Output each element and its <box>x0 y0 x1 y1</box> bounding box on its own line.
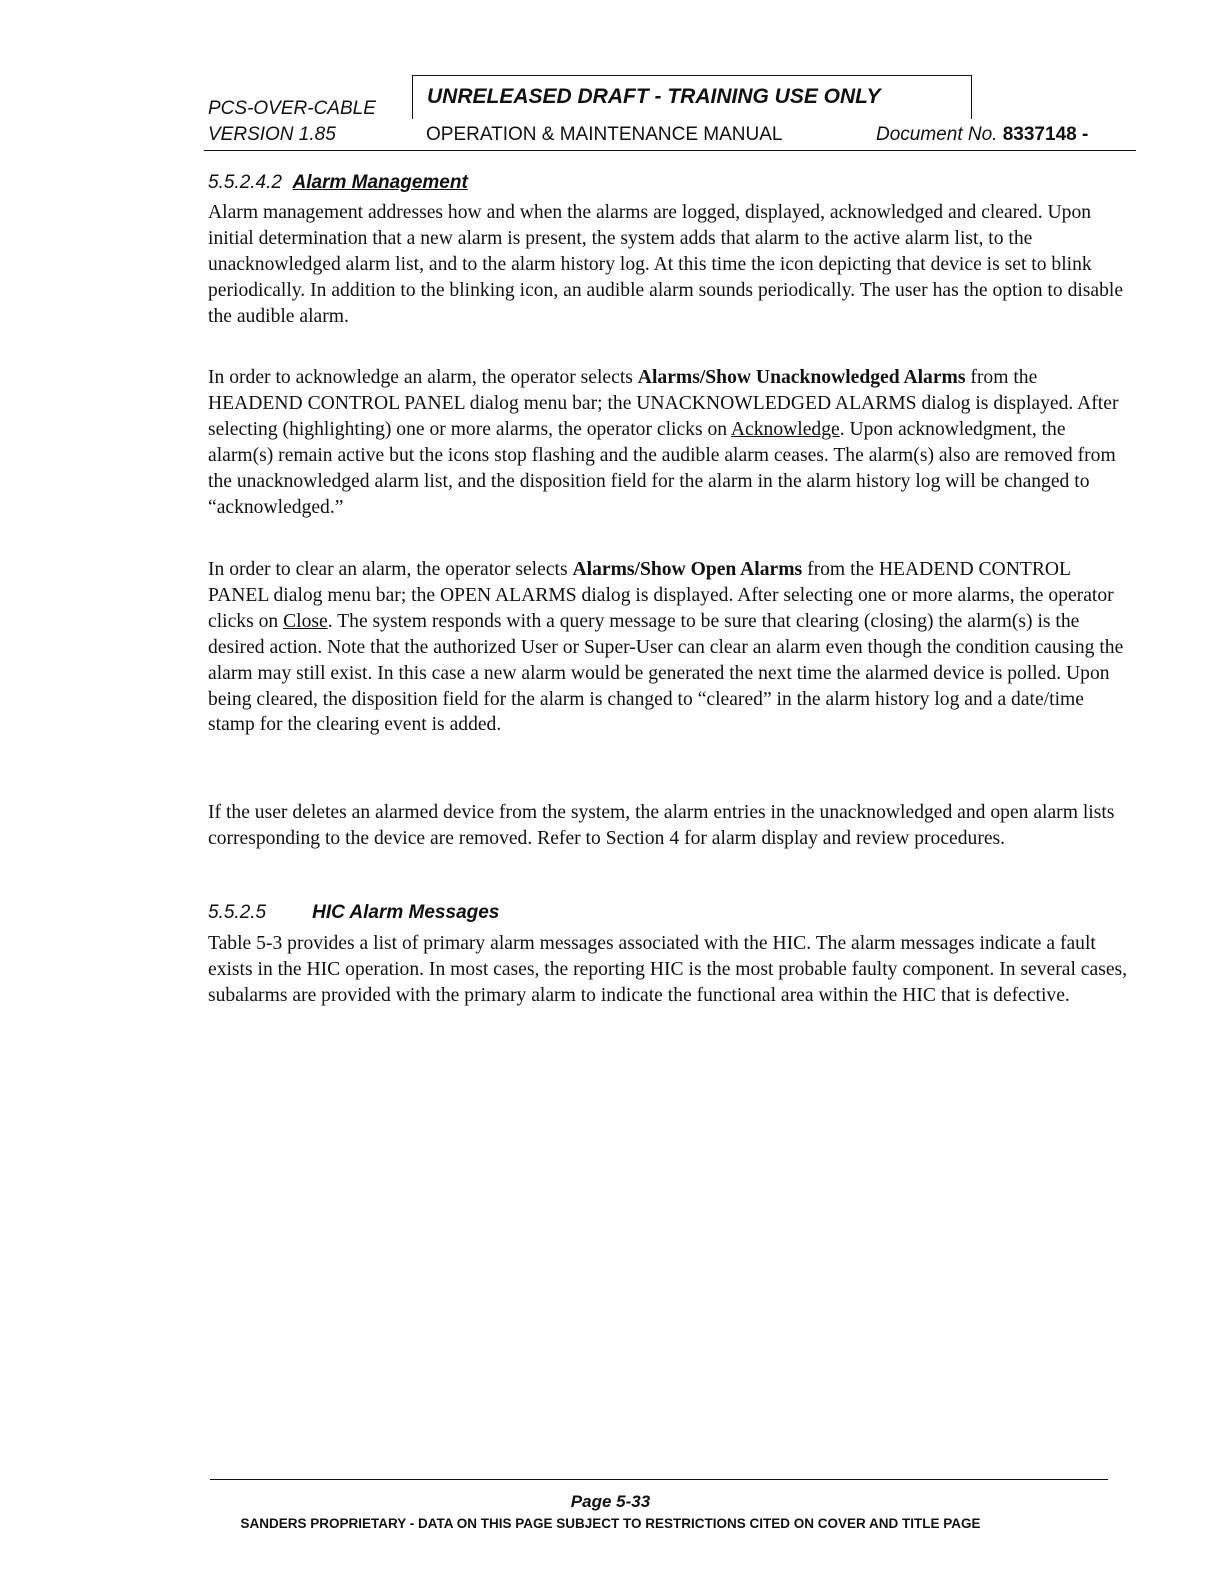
close-reference: Close <box>283 610 328 632</box>
acknowledge-reference: Acknowledge <box>730 418 840 440</box>
paragraph: If the user deletes an alarmed device from the system, the alarm entries in the unacknowledged and open alarm lists corresponding to the device are removed. Refer to Section 4 for alarm display and review procedures. <box>208 802 1115 849</box>
header-rule <box>204 150 1136 151</box>
paragraph: Alarm management addresses how and when the alarms are logged, displayed, acknowledged and cleared. Upon initial determination that a new alarm is present, the system adds that alarm to the active alarm list, to the unacknowledged alarm list, and to the alarm history log. At this time the icon depicting that device is set to blink periodically. In addition to the blinking icon, an audible alarm sounds periodically. The user has the option to disable the audible alarm. <box>208 202 1124 327</box>
product-name: PCS-OVER-CABLE <box>208 98 376 119</box>
page-number: Page 5-33 <box>570 1492 651 1511</box>
proprietary-notice: SANDERS PROPRIETARY - DATA ON THIS PAGE SUBJECT TO RESTRICTIONS CITED ON COVER AND TITLE PAGE <box>240 1516 981 1531</box>
section-heading-alarm-management <box>208 172 468 194</box>
menu-path-unacknowledged: Alarms/Show Unacknowledged Alarms <box>637 367 966 388</box>
draft-banner <box>412 75 972 119</box>
document-number-value: 8337148 - <box>1002 124 1089 145</box>
section-title: HIC Alarm Messages <box>312 902 500 923</box>
version-label: VERSION 1.85 <box>208 124 336 145</box>
menu-path-open-alarms: Alarms/Show Open Alarms <box>572 559 803 580</box>
section-number: 5.5.2.5 <box>208 902 267 923</box>
manual-title: OPERATION & MAINTENANCE MANUAL <box>426 124 783 145</box>
section-heading-hic-alarm-messages <box>208 902 499 924</box>
paragraph: In order to clear an alarm, the operator selects Alarms/Show Open Alarms from the HEADEND CONTROL PANEL dialog menu bar; the OPEN ALARMS dialog is displayed. After selecting one or more alarms, the operator clicks on Close. The system responds with a query message to be sure that clearing (closing) the alarm(s) is the desired action. Note that the authorized User or Super-User can clear an alarm even though the condition causing the alarm may still exist. In this case a new alarm would be generated the next time the alarmed device is polled. Upon being cleared, the disposition field for the alarm is changed to “cleared” in the alarm history log and a date/time stamp for the clearing event is added. <box>208 559 1124 736</box>
document-number-label: Document No. <box>876 124 998 145</box>
footer-rule <box>210 1479 1108 1480</box>
paragraph: In order to acknowledge an alarm, the operator selects Alarms/Show Unacknowledged Alarms from the HEADEND CONTROL PANEL dialog menu bar; the UNACKNOWLEDGED ALARMS dialog is displayed. After selecting (highlighting) one or more alarms, the operator clicks on Acknowledge. Upon acknowledgment, the alarm(s) remain active but the icons stop flashing and the audible alarm ceases. The alarm(s) also are removed from the unacknowledged alarm list, and the disposition field for the alarm in the alarm history log will be changed to “acknowledged.” <box>208 367 1119 518</box>
section-title: Alarm Management <box>292 172 468 193</box>
paragraph: Table 5-3 provides a list of primary alarm messages associated with the HIC. The alarm messages indicate a fault exists in the HIC operation. In most cases, the reporting HIC is the most probable faulty component. In several cases, subalarms are provided with the primary alarm to indicate the functional area within the HIC that is defective. <box>208 933 1128 1006</box>
draft-banner-text: UNRELEASED DRAFT - TRAINING USE ONLY <box>427 85 881 108</box>
section-number: 5.5.2.4.2 <box>208 172 282 193</box>
document-number <box>876 124 1088 146</box>
